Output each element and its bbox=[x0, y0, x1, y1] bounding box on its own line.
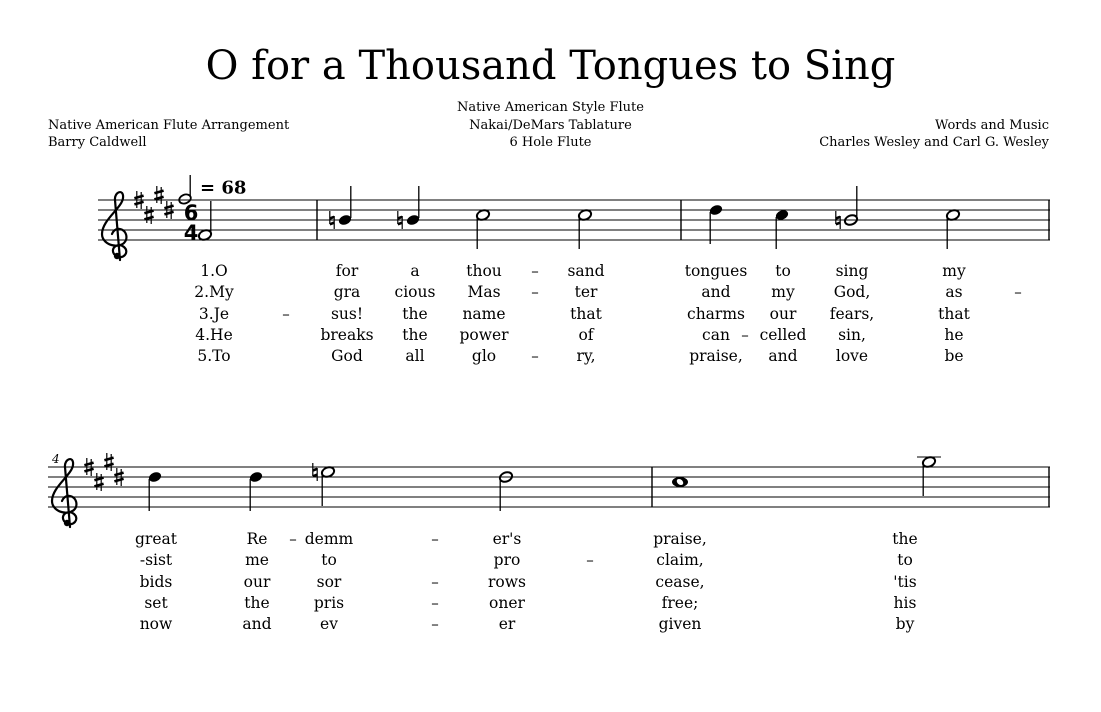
lyric-syllable: of bbox=[578, 325, 594, 344]
lyric-syllable: power bbox=[459, 325, 509, 344]
lyric-syllable: ev bbox=[320, 615, 338, 634]
composer-label: Words and Music bbox=[934, 118, 1049, 133]
staff-lines-system-1 bbox=[98, 200, 1050, 240]
lyric-syllable: and bbox=[242, 615, 272, 634]
lyric-syllable: 'tis bbox=[893, 572, 917, 591]
lyric-syllable: cease, bbox=[655, 572, 705, 591]
lyric-syllable: 3.Je bbox=[198, 304, 230, 323]
lyric-hyphen: – bbox=[586, 551, 594, 570]
lyric-hyphen: – bbox=[531, 283, 539, 302]
lyric-syllable: to bbox=[897, 551, 913, 570]
key-signature bbox=[84, 453, 123, 491]
tempo-value: = 68 bbox=[200, 177, 247, 199]
lyric-syllable: to bbox=[321, 551, 337, 570]
lyric-syllable: claim, bbox=[656, 551, 704, 570]
lyric-syllable: rows bbox=[488, 572, 526, 591]
lyric-hyphen: – bbox=[431, 615, 439, 634]
key-signature bbox=[134, 186, 173, 224]
lyric-syllable: sor bbox=[316, 572, 342, 591]
lyric-hyphen: – bbox=[1014, 283, 1022, 302]
lyric-syllable: my bbox=[771, 283, 795, 302]
lyric-syllable: our bbox=[243, 572, 271, 591]
lyric-syllable: 4.He bbox=[195, 325, 233, 344]
lyric-syllable: praise, bbox=[653, 530, 707, 548]
lyric-syllable: Mas bbox=[467, 283, 501, 302]
lyric-syllable: great bbox=[135, 530, 177, 548]
arranger-name: Barry Caldwell bbox=[48, 135, 147, 150]
lyric-syllable: God bbox=[331, 347, 363, 366]
lyric-syllable: praise, bbox=[689, 347, 743, 366]
tablature-label: Nakai/DeMars Tablature bbox=[469, 118, 632, 133]
lyric-syllable: er's bbox=[492, 530, 522, 548]
lyric-hyphen: – bbox=[431, 572, 439, 591]
lyric-hyphen: – bbox=[741, 325, 749, 344]
lyric-syllable: the bbox=[892, 530, 918, 548]
lyric-syllable: that bbox=[938, 304, 970, 323]
lyric-syllable: can bbox=[702, 325, 730, 344]
lyric-syllable: pro bbox=[493, 551, 521, 570]
lyric-syllable: and bbox=[701, 283, 731, 302]
lyric-syllable: as bbox=[945, 283, 963, 302]
lyric-syllable: set bbox=[144, 593, 168, 612]
lyric-syllable: charms bbox=[687, 304, 745, 323]
lyric-syllable: cious bbox=[394, 283, 436, 302]
lyric-syllable: tongues bbox=[684, 262, 748, 280]
time-sig-numerator: 6 bbox=[183, 201, 199, 225]
lyric-syllable: our bbox=[769, 304, 797, 323]
lyric-hyphen: – bbox=[431, 530, 439, 548]
lyric-syllable: Re bbox=[246, 530, 268, 548]
lyric-syllable: bids bbox=[139, 572, 173, 591]
lyric-syllable: gra bbox=[333, 283, 361, 302]
treble-clef-icon bbox=[52, 459, 76, 527]
lyric-syllable: oner bbox=[489, 593, 525, 612]
lyric-syllable: name bbox=[462, 304, 506, 323]
lyric-syllable: my bbox=[942, 262, 966, 280]
lyric-syllable: me bbox=[245, 551, 269, 570]
lyric-hyphen: – bbox=[531, 347, 539, 366]
lyric-hyphen: – bbox=[282, 304, 290, 323]
lyric-syllable: that bbox=[570, 304, 602, 323]
lyric-syllable: the bbox=[402, 325, 428, 344]
lyric-syllable: love bbox=[835, 347, 869, 366]
lyric-hyphen: – bbox=[531, 262, 539, 280]
lyric-syllable: thou bbox=[466, 262, 502, 280]
lyric-syllable: and bbox=[768, 347, 798, 366]
lyric-syllable: er bbox=[498, 615, 516, 634]
lyric-syllable: demm bbox=[304, 530, 354, 548]
time-sig-denominator: 4 bbox=[183, 221, 199, 245]
lyric-syllable: free; bbox=[661, 593, 699, 612]
lyric-syllable: ter bbox=[574, 283, 598, 302]
lyric-syllable: breaks bbox=[320, 325, 374, 344]
lyric-syllable: given bbox=[658, 615, 702, 634]
lyric-syllable: for bbox=[335, 262, 359, 280]
lyric-syllable: 1.O bbox=[200, 262, 228, 280]
lyric-hyphen: – bbox=[289, 530, 297, 548]
lyric-syllable: pris bbox=[313, 593, 345, 612]
notes-system-2 bbox=[147, 455, 941, 511]
lyric-syllable: sing bbox=[835, 262, 869, 280]
lyric-hyphen: – bbox=[431, 593, 439, 612]
lyric-syllable: 2.My bbox=[194, 283, 234, 302]
flute-type-label: 6 Hole Flute bbox=[509, 135, 592, 150]
lyric-syllable: to bbox=[775, 262, 791, 280]
staff-lines-system-2 bbox=[48, 467, 1050, 507]
lyric-syllable: ry, bbox=[576, 347, 596, 366]
composer-names: Charles Wesley and Carl G. Wesley bbox=[819, 135, 1049, 150]
measure-number: 4 bbox=[52, 452, 60, 466]
lyric-syllable: the bbox=[244, 593, 270, 612]
lyric-syllable: his bbox=[893, 593, 917, 612]
arranger-label: Native American Flute Arrangement bbox=[48, 118, 290, 133]
lyric-syllable: sus! bbox=[330, 304, 364, 323]
lyric-syllable: glo bbox=[471, 347, 497, 366]
page-title: O for a Thousand Tongues to Sing bbox=[205, 43, 896, 89]
lyric-syllable: a bbox=[410, 262, 420, 280]
lyric-syllable: sin, bbox=[838, 325, 866, 344]
lyric-syllable: God, bbox=[833, 283, 871, 302]
instrument-label: Native American Style Flute bbox=[457, 100, 644, 115]
lyric-syllable: celled bbox=[759, 325, 807, 344]
lyric-syllable: the bbox=[402, 304, 428, 323]
lyric-syllable: be bbox=[944, 347, 964, 366]
lyric-syllable: he bbox=[944, 325, 964, 344]
lyric-syllable: fears, bbox=[829, 304, 875, 323]
lyric-syllable: -sist bbox=[139, 551, 173, 570]
treble-clef-icon bbox=[102, 192, 126, 260]
lyric-syllable: all bbox=[405, 347, 425, 366]
lyric-syllable: by bbox=[895, 615, 915, 634]
lyric-syllable: sand bbox=[567, 262, 605, 280]
lyric-syllable: 5.To bbox=[197, 347, 231, 366]
lyric-syllable: now bbox=[139, 615, 173, 634]
